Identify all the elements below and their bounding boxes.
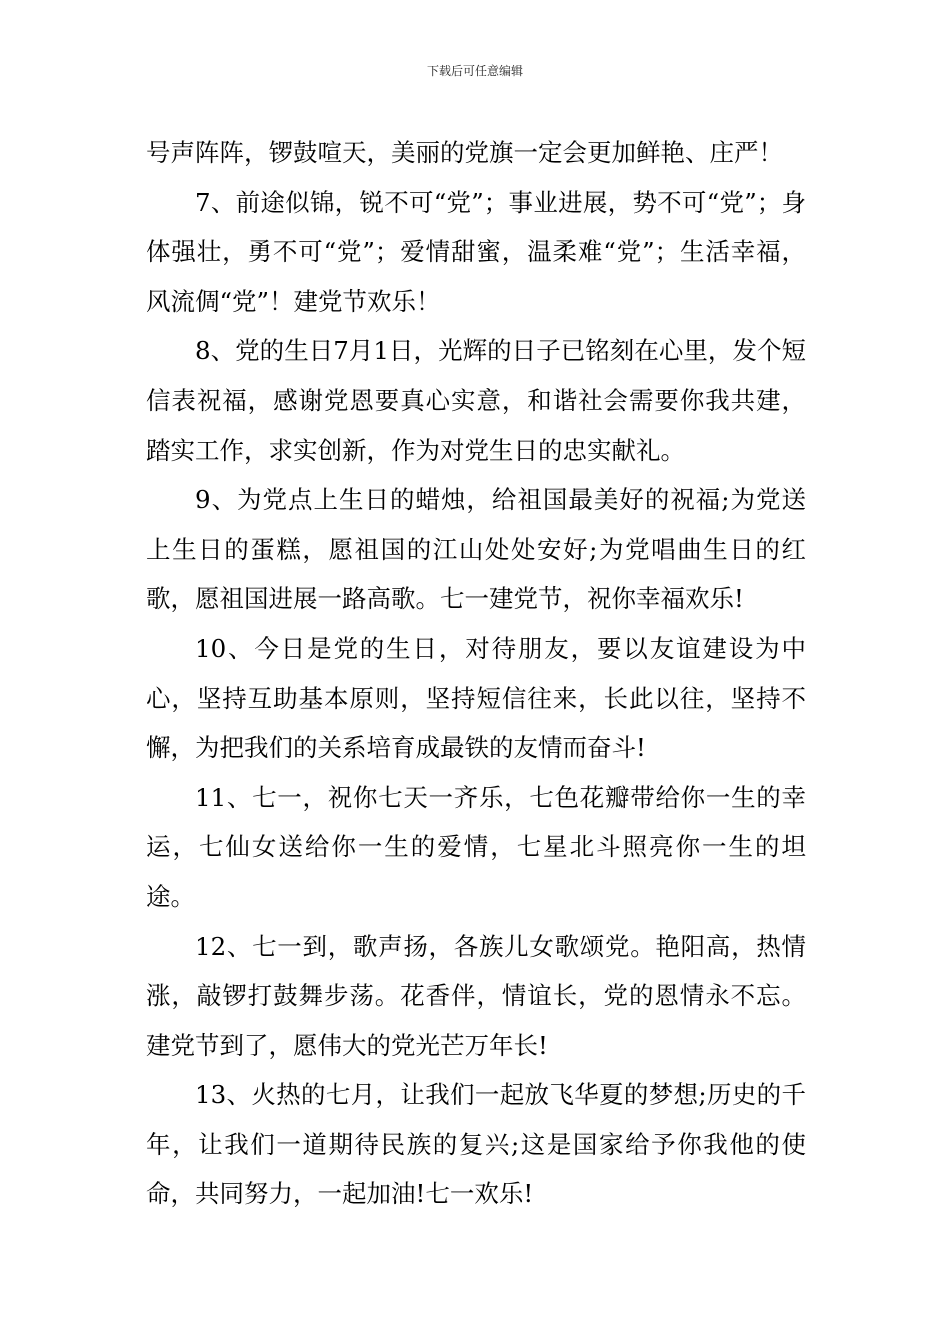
paragraph-item-11: 11、七一，祝你七天一齐乐，七色花瓣带给你一生的幸运，七仙女送给你一生的爱情，七星北斗照亮你一生的坦途。	[146, 782, 806, 911]
paragraph-item-12: 12、七一到，歌声扬，各族儿女歌颂党。艳阳高，热情涨，敲锣打鼓舞步荡。花香伴，情谊长，党的恩情永不忘。建党节到了，愿伟大的党光芒万年长!	[146, 931, 806, 1060]
paragraph-item-9: 9、为党点上生日的蜡烛，给祖国最美好的祝福;为党送上生日的蛋糕，愿祖国的江山处处安好;为党唱曲生日的红歌，愿祖国进展一路高歌。七一建党节，祝你幸福欢乐!	[146, 485, 806, 614]
document-body	[146, 128, 806, 1219]
paragraph-item-10: 10、今日是党的生日，对待朋友，要以友谊建设为中心，坚持互助基本原则，坚持短信往来，长此以往，坚持不懈，为把我们的关系培育成最铁的友情而奋斗!	[146, 633, 806, 763]
page-header-note: 下载后可任意编辑	[426, 64, 523, 78]
paragraph-item-7: 7、前途似锦，锐不可“党”；事业进展，势不可“党”；身体强壮，勇不可“党”；爱情甜蜜，温柔难“党”；生活幸福，风流倜“党”！建党节欢乐！	[146, 187, 806, 316]
paragraph-item-8: 8、党的生日7月1日，光辉的日子已铭刻在心里，发个短信表祝福，感谢党恩要真心实意，和谐社会需要你我共建，踏实工作，求实创新，作为对党生日的忠实献礼。	[146, 336, 806, 465]
paragraph-continuation: 号声阵阵，锣鼓喧天，美丽的党旗一定会更加鲜艳、庄严！	[146, 138, 783, 167]
paragraph-item-13: 13、火热的七月，让我们一起放飞华夏的梦想;历史的千年，让我们一道期待民族的复兴;这是国家给予你我他的使命，共同努力，一起加油!七一欢乐!	[146, 1080, 806, 1209]
